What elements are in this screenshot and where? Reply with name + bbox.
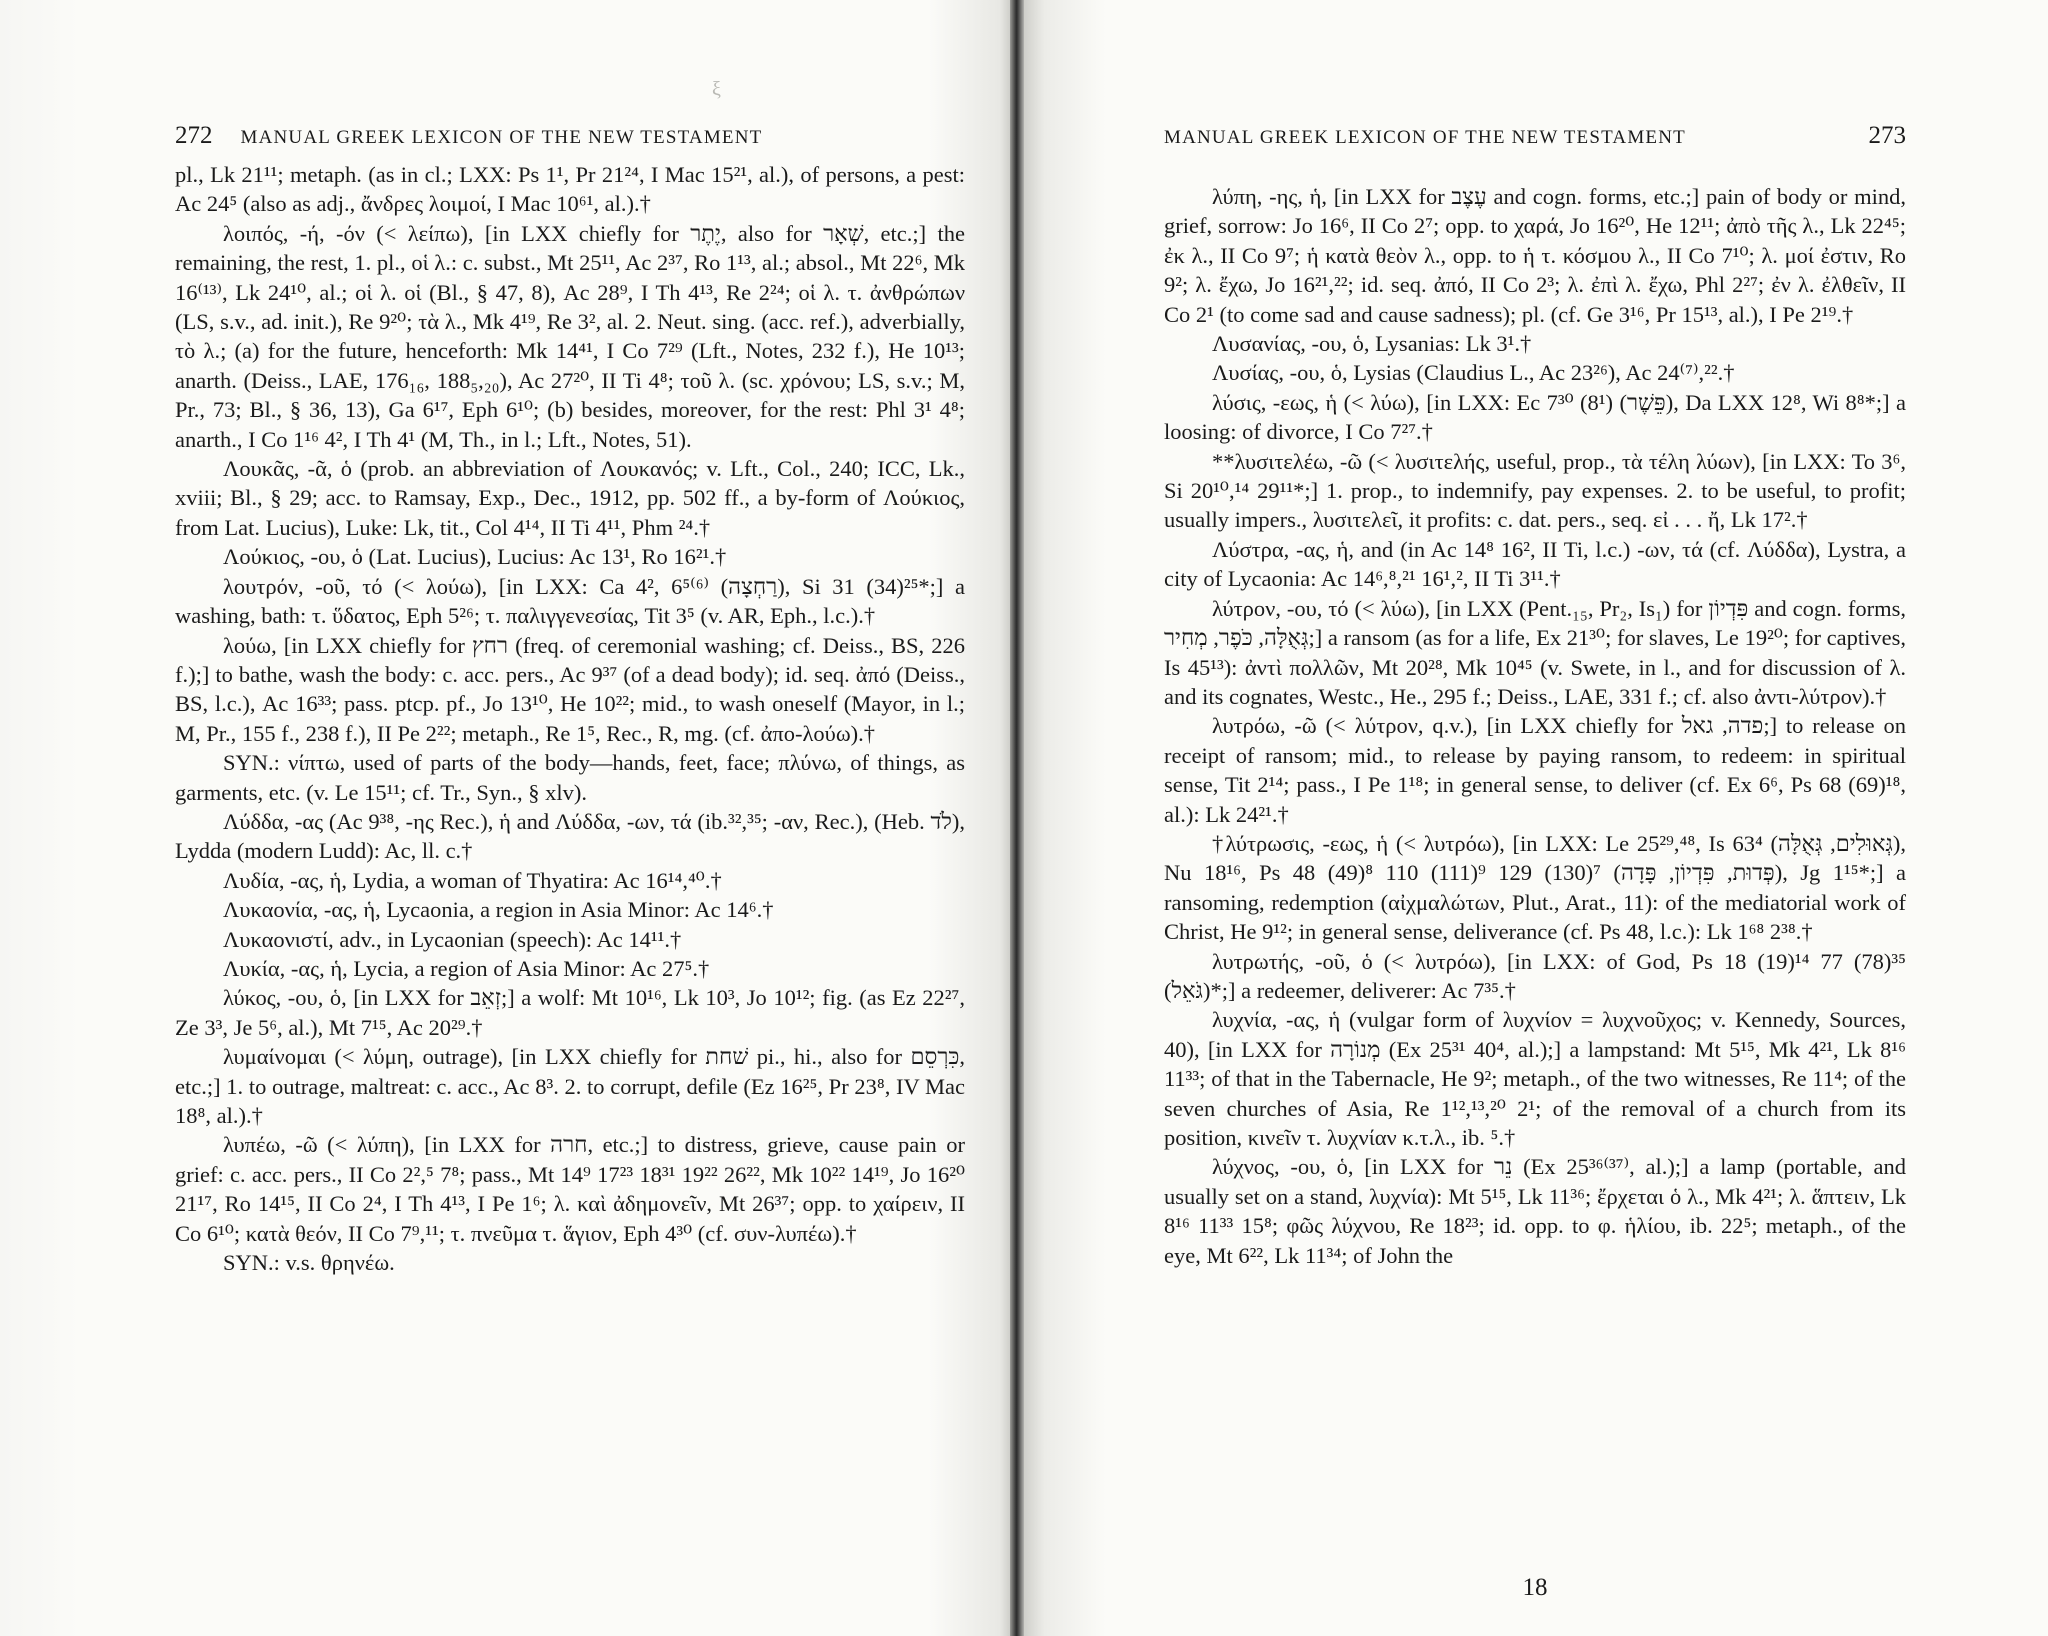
- lexicon-entry: λυτρόω, -ῶ (< λύτρον, q.v.), [in LXX chiefly for פדה, גאל;] to release on receipt of ransom; mid., to release by paying ransom, to redeem: in spiritual sense, Tit 2¹⁴; pass., I Pe 1¹⁸; in general sense, to deliver (cf. Ex 6⁶, Ps 68 (69)¹⁸, al.): Lk 24²¹.†: [1164, 713, 1906, 827]
- lexicon-entry: Λουκᾶς, -ᾶ, ὁ (prob. an abbreviation of Λουκανός; v. Lft., Col., 240; ICC, Lk., xviii; Bl., § 29; acc. to Ramsay, Exp., Dec., 1912, pp. 502 ff., a by-form of Λούκιος, from Lat. Lucius), Luke: Lk, tit., Col 4¹⁴, II Ti 4¹¹, Phm ²⁴.†: [175, 456, 965, 540]
- right-page-text: [1164, 182, 1906, 1270]
- lexicon-entry: Λυσίας, -ου, ὁ, Lysias (Claudius L., Ac 23²⁶), Ac 24⁽⁷⁾,²².†: [1212, 360, 1735, 386]
- lexicon-entry: λύτρον, -ου, τό (< λύω), [in LXX (Pent.₁₅, Pr₂, Is₁) for פִּדְיוֹן and cogn. forms, גְּאֻלָּה, כֹּפֶר, מְחִיר;] a ransom (as for a life, Ex 21³⁰; for slaves, Le 19²⁰; for captives, Is 45¹³): ἀντὶ πολλῶν, Mt 20²⁸, Mk 10⁴⁵ (v. Swete, in l., and for discussion of λ. and its cognates, Westc., He., 295 f.; Deiss., LAE, 331 f.; cf. also ἀντι-λύτρον).†: [1164, 595, 1907, 709]
- lexicon-entry: λούω, [in LXX chiefly for רחץ (freq. of ceremonial washing; cf. Deiss., BS, 226 f.);] to bathe, wash the body: c. acc. pers., Ac 9³⁷ (of a dead body); id. seq. ἀπό (Deiss., BS, l.c.), Ac 16³³; pass. ptcp. pf., Jo 13¹⁰, He 10²²; mid., to wash oneself (Mayor, in l.; M, Pr., 155 f., 238 f.), II Pe 2²²; metaph., Re 1⁵, Rec., R, mg. (cf. ἀπο-λούω).†: [175, 632, 965, 746]
- lexicon-entry: λυτρωτής, -οῦ, ὁ (< λυτρόω), [in LXX: of God, Ps 18 (19)¹⁴ 77 (78)³⁵ (גֹּאֵל)*;] a redeemer, deliverer: Ac 7³⁵.†: [1164, 948, 1906, 1003]
- signature-mark: 18: [1522, 1574, 1548, 1601]
- page-number-left: 272: [175, 122, 213, 149]
- lexicon-entry: λουτρόν, -οῦ, τό (< λούω), [in LXX: Ca 4², 6⁵⁽⁶⁾ (רַחְצָה), Si 31 (34)²⁵*;] a washing, bath: τ. ὕδατος, Eph 5²⁶; τ. παλιγγενεσίας, Tit 3⁵ (v. AR, Eph., l.c.).†: [175, 573, 965, 629]
- lexicon-entry: λυπέω, -ῶ (< λύπη), [in LXX for חרה, etc.;] to distress, grieve, cause pain or grief: c. acc. pers., II Co 2²,⁵ 7⁸; pass., Mt 14⁹ 17²³ 18³¹ 19²² 26²², Mk 10²² 14¹⁹, Jo 16²⁰ 21¹⁷, Ro 14¹⁵, II Co 2⁴, I Th 4¹³, I Pe 1⁶; λ. καὶ ἀδημονεῖν, Mt 26³⁷; opp. to χαίρειν, II Co 6¹⁰; κατὰ θεόν, II Co 7⁹,¹¹; τ. πνεῦμα τ. ἅγιον, Eph 4³⁰ (cf. συν-λυπέω).†: [175, 1132, 965, 1246]
- lexicon-entry: λύπη, -ης, ἡ, [in LXX for עֶצֶב and cogn. forms, etc.;] pain of body or mind, grief, sorrow: Jo 16⁶, II Co 2⁷; opp. to χαρά, Jo 16²⁰, He 12¹¹; ἀπὸ τῆς λ., Lk 22⁴⁵; ἐκ λ., II Co 9⁷; ἡ κατὰ θεὸν λ., opp. to ἡ τ. κόσμου λ., II Co 7¹⁰; λ. μοί ἐστιν, Ro 9²; λ. ἔχω, Jo 16²¹,²²; id. seq. ἀπό, II Co 2³; λ. ἐπὶ λ. ἔχω, Phl 2²⁷; ἐν λ. ἐλθεῖν, II Co 2¹ (to come sad and cause sadness); pl. (cf. Ge 3¹⁶, Pr 15¹³, al.), I Pe 2¹⁹.†: [1164, 184, 1906, 327]
- lexicon-entry: Λυκαονιστί, adv., in Lycaonian (speech): Ac 14¹¹.†: [223, 926, 682, 952]
- lexicon-entry: Λύστρα, -ας, ἡ, and (in Ac 14⁸ 16², II Ti, l.c.) -ων, τά (cf. Λύδδα), Lystra, a city of Lycaonia: Ac 14⁶,⁸,²¹ 16¹,², II Ti 3¹¹.†: [1164, 536, 1906, 592]
- lexicon-entry: Λυκαονία, -ας, ἡ, Lycaonia, a region in Asia Minor: Ac 14⁶.†: [223, 897, 774, 923]
- synonym-note: SYN.: v.s. θρηνέω.: [223, 1250, 395, 1276]
- lexicon-entry: λύσις, -εως, ἡ (< λύω), [in LXX: Ec 7³⁰ (8¹) (פֵּשֶׁר), Da LXX 12⁸, Wi 8⁸*;] a loosing: of divorce, I Co 7²⁷.†: [1164, 389, 1906, 445]
- left-page-text: [175, 160, 965, 1277]
- lexicon-entry: **λυσιτελέω, -ῶ (< λυσιτελής, useful, prop., τὰ τέλη λύων), [in LXX: To 3⁶, Si 20¹⁰,¹⁴ 29¹¹*;] 1. prop., to indemnify, pay expenses. 2. to be useful, to profit; usually impers., λυσιτελεῖ, it profits: c. dat. pers., seq. εἰ . . . ἤ, Lk 17².†: [1164, 448, 1906, 533]
- left-page: [0, 0, 1010, 1636]
- lexicon-entry: Λυσανίας, -ου, ὁ, Lysanias: Lk 3¹.†: [1212, 331, 1532, 357]
- synonym-note: SYN.: νίπτω, used of parts of the body—hands, feet, face; πλύνω, of things, as garments, etc. (v. Le 15¹¹; cf. Tr., Syn., § xlv).: [175, 750, 965, 805]
- lexicon-entry: Λύδδα, -ας (Ac 9³⁸, -ης Rec.), ἡ and Λύδδα, -ων, τά (ib.³²,³⁵; -αν, Rec.), (Heb. לֹד), Lydda (modern Ludd): Ac, ll. c.†: [175, 808, 965, 864]
- right-page: [1024, 0, 2048, 1636]
- running-head-title-left: MANUAL GREEK LEXICON OF THE NEW TESTAMENT: [240, 127, 763, 148]
- lexicon-entry: λύχνος, -ου, ὁ, [in LXX for נֵר (Ex 25³⁶⁽³⁷⁾, al.);] a lamp (portable, and usually set on a stand, λυχνία): Mt 5¹⁵, Lk 11³⁶; ἔρχεται ὁ λ., Mk 4²¹; λ. ἅπτειν, Lk 8¹⁶ 11³³ 15⁸; φῶς λύχνου, Re 18²³; id. opp. to φ. ἡλίου, ib. 22⁵; metaph., of the eye, Mt 6²², Lk 11³⁴; of John the: [1164, 1154, 1906, 1268]
- lexicon-entry: Λυκία, -ας, ἡ, Lycia, a region of Asia Minor: Ac 27⁵.†: [223, 955, 710, 981]
- ink-smudge: ξ: [712, 78, 721, 100]
- page-number-right: 273: [1868, 122, 1906, 149]
- lexicon-entry: †λύτρωσις, -εως, ἡ (< λυτρόω), [in LXX: Le 25²⁹,⁴⁸, Is 63⁴ (גְּאוּלִים, גְּאֻלָּה), Nu 18¹⁶, Ps 48 (49)⁸ 110 (111)⁹ 129 (130)⁷ (פְּדוּת, פִּדְיוֹן, פָּדָה), Jg 1¹⁵*;] a ransoming, redemption (αἰχμαλώτων, Plut., Arat., 11): of the mediatorial work of Christ, He 9¹²; in general sense, deliverance (cf. Ps 48, l.c.): Lk 1⁶⁸ 2³⁸.†: [1164, 830, 1906, 945]
- left-running-head: [175, 122, 965, 150]
- lexicon-entry: Λούκιος, -ου, ὁ (Lat. Lucius), Lucius: Ac 13¹, Ro 16²¹.†: [223, 544, 727, 570]
- lexicon-entry: λυχνία, -ας, ἡ (vulgar form of λυχνίον = λυχνοῦχος; v. Kennedy, Sources, 40), [in LXX for מְנוֹרָה (Ex 25³¹ 40⁴, al.);] a lampstand: Mt 5¹⁵, Mk 4²¹, Lk 8¹⁶ 11³³; of that in the Tabernacle, He 9²; metaph., of the two witnesses, Re 11⁴; of the seven churches of Asia, Re 1¹²,¹³,²⁰ 2¹; of the removal of a church from its position, κινεῖν τ. λυχνίαν κ.τ.λ., ib. ⁵.†: [1164, 1007, 1906, 1150]
- right-running-head: [1164, 122, 1906, 150]
- lexicon-entry: λυμαίνομαι (< λύμη, outrage), [in LXX chiefly for שׁחת pi., hi., also for כִּרְסֵם, etc.;] 1. to outrage, maltreat: c. acc., Ac 8³. 2. to corrupt, defile (Ez 16²⁵, Pr 23⁸, IV Mac 18⁸, al.).†: [175, 1044, 965, 1128]
- lexicon-entry: λύκος, -ου, ὁ, [in LXX for זְאֵב;] a wolf: Mt 10¹⁶, Lk 10³, Jo 10¹²; fig. (as Ez 22²⁷, Ze 3³, Je 5⁶, al.), Mt 7¹⁵, Ac 20²⁹.†: [175, 985, 966, 1040]
- lexicon-entry: pl., Lk 21¹¹; metaph. (as in cl.; LXX: Ps 1¹, Pr 21²⁴, I Mac 15²¹, al.), of persons, a pest: Ac 24⁵ (also as adj., ἄνδρες λοιμοί, I Mac 10⁶¹, al.).†: [175, 162, 965, 217]
- lexicon-entry: λοιπός, -ή, -όν (< λείπω), [in LXX chiefly for יֶתֶר, also for שְׁאָר, etc.;] the remaining, the rest, 1. pl., οἱ λ.: c. subst., Mt 25¹¹, Ac 2³⁷, Ro 1¹³, al.; absol., Mt 22⁶, Mk 16⁽¹³⁾, Lk 24¹⁰, al.; οἱ λ. οἱ (Bl., § 47, 8), Ac 28⁹, I Th 4¹³, Re 2²⁴; οἱ λ. τ. ἀνθρώπων (LS, s.v., ad. init.), Re 9²⁰; τὰ λ., Mk 4¹⁹, Re 3², al. 2. Neut. sing. (acc. ref.), adverbially, τὸ λ.; (a) for the future, henceforth: Mk 14⁴¹, I Co 7²⁹ (Lft., Notes, 232 f.), He 10¹³; anarth. (Deiss., LAE, 176₁₆, 188₅,₂₀), Ac 27²⁰, II Ti 4⁸; τοῦ λ. (sc. χρόνου; LS, s.v.; M, Pr., 73; Bl., § 36, 13), Ga 6¹⁷, Eph 6¹⁰; (b) besides, moreover, for the rest: Phl 3¹ 4⁸; anarth., I Co 1¹⁶ 4², I Th 4¹ (M, Th., in l.; Lft., Notes, 51).: [175, 220, 965, 452]
- running-head-title-right: MANUAL GREEK LEXICON OF THE NEW TESTAMENT: [1164, 127, 1686, 148]
- book-gutter: [1010, 0, 1024, 1636]
- lexicon-entry: Λυδία, -ας, ἡ, Lydia, a woman of Thyatira: Ac 16¹⁴,⁴⁰.†: [223, 867, 722, 893]
